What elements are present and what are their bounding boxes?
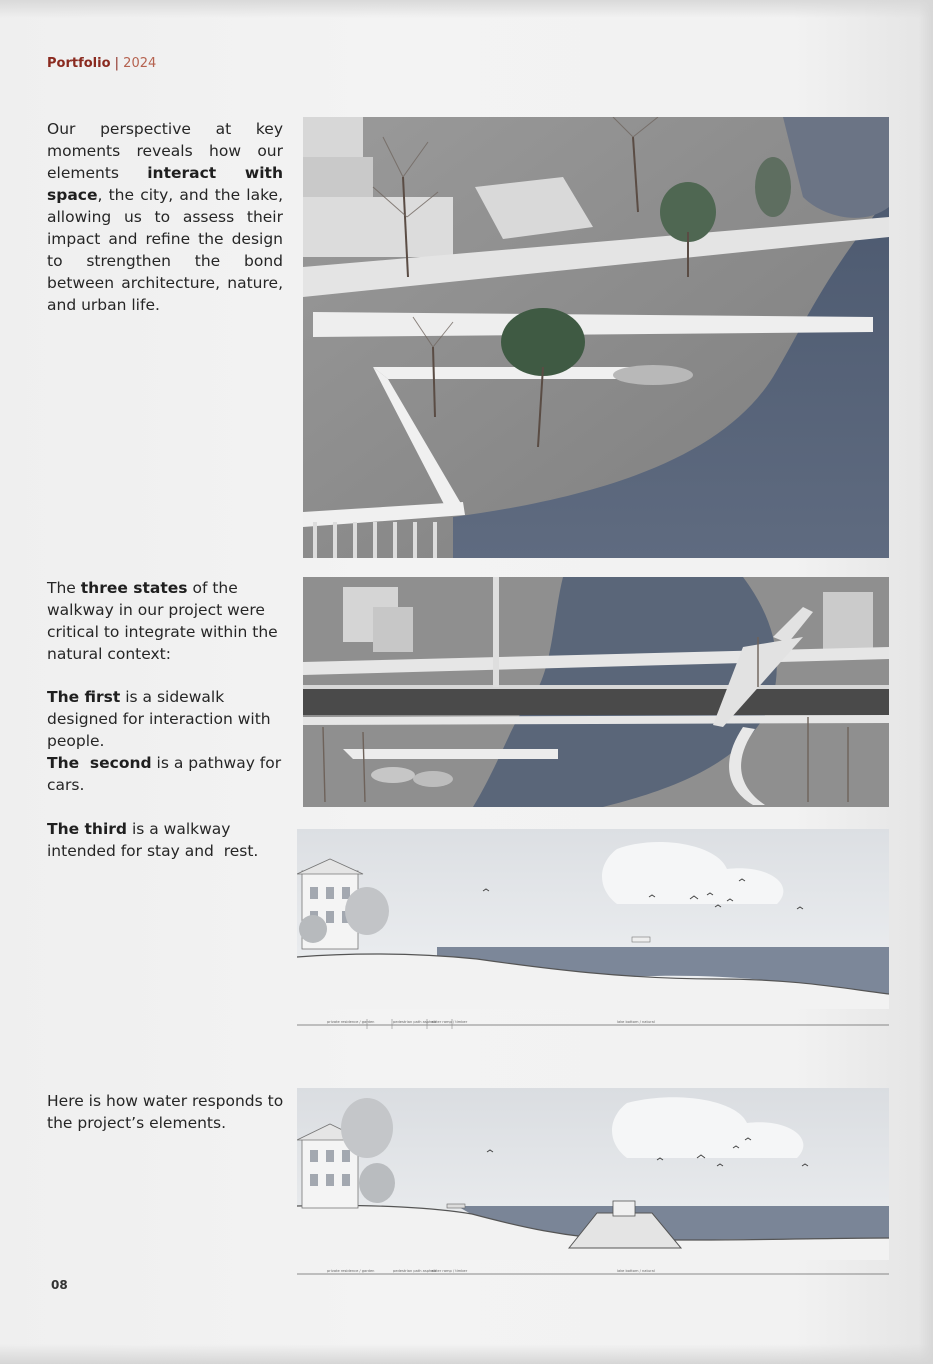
intro-text-end: , the city, and the lake, allowing us to assess their impact and refine the design to strengthen the bond between architecture, nature, and urban life. xyxy=(47,186,283,314)
second-state-text: is a pathway for cars. xyxy=(47,754,282,794)
second-state-bold: The second xyxy=(47,754,152,772)
page-header xyxy=(47,56,156,71)
section-drawing-2 xyxy=(297,1088,889,1280)
section2-label-ramp: water ramp / timber xyxy=(431,1269,468,1273)
section2-label-path: pedestrian path asphalt xyxy=(393,1269,436,1273)
header-label: Portfolio xyxy=(47,56,111,71)
first-state-paragraph xyxy=(47,686,293,752)
section1-label-lake: lake bottom / natural xyxy=(617,1020,655,1024)
three-states-text-end: of the walkway in our project were critical to integrate within the natural context: xyxy=(47,579,278,663)
section1-label-ramp: water ramp / timber xyxy=(431,1020,468,1024)
aerial-perspective-image xyxy=(303,117,889,558)
second-state-paragraph xyxy=(47,752,293,796)
first-state-text: is a sidewalk designed for interaction with people. xyxy=(47,688,271,750)
section1-label-path: pedestrian path asphalt xyxy=(393,1020,436,1024)
intro-text-start: Our perspective at key moments reveals how our elements xyxy=(47,120,283,182)
water-response-paragraph: Here is how water responds to the project’s elements. xyxy=(47,1092,284,1132)
intro-paragraph xyxy=(47,118,283,316)
three-states-paragraph xyxy=(47,577,293,665)
intro-bold-phrase: interact with space xyxy=(47,164,283,204)
section2-label-garden: private residence / garden xyxy=(327,1269,375,1273)
header-year: 2024 xyxy=(123,56,157,71)
first-state-bold: The first xyxy=(47,688,121,706)
three-states-text-start: The xyxy=(47,579,81,597)
section-drawing-1 xyxy=(297,829,889,1034)
third-state-text: is a walkway intended for stay and rest. xyxy=(47,820,259,860)
page-spine-shadow xyxy=(919,0,933,1364)
section2-label-lake: lake bottom / natural xyxy=(617,1269,655,1273)
header-separator: | xyxy=(110,56,124,71)
three-states-bold: three states xyxy=(80,579,188,597)
walkway-states-image xyxy=(303,577,889,807)
page-shadow-bottom xyxy=(0,1344,933,1364)
page-shadow-top xyxy=(0,0,933,18)
page-number: 08 xyxy=(51,1278,68,1292)
third-state-paragraph xyxy=(47,818,293,862)
third-state-bold: The third xyxy=(47,820,128,838)
section1-label-garden: private residence / garden xyxy=(327,1020,375,1024)
